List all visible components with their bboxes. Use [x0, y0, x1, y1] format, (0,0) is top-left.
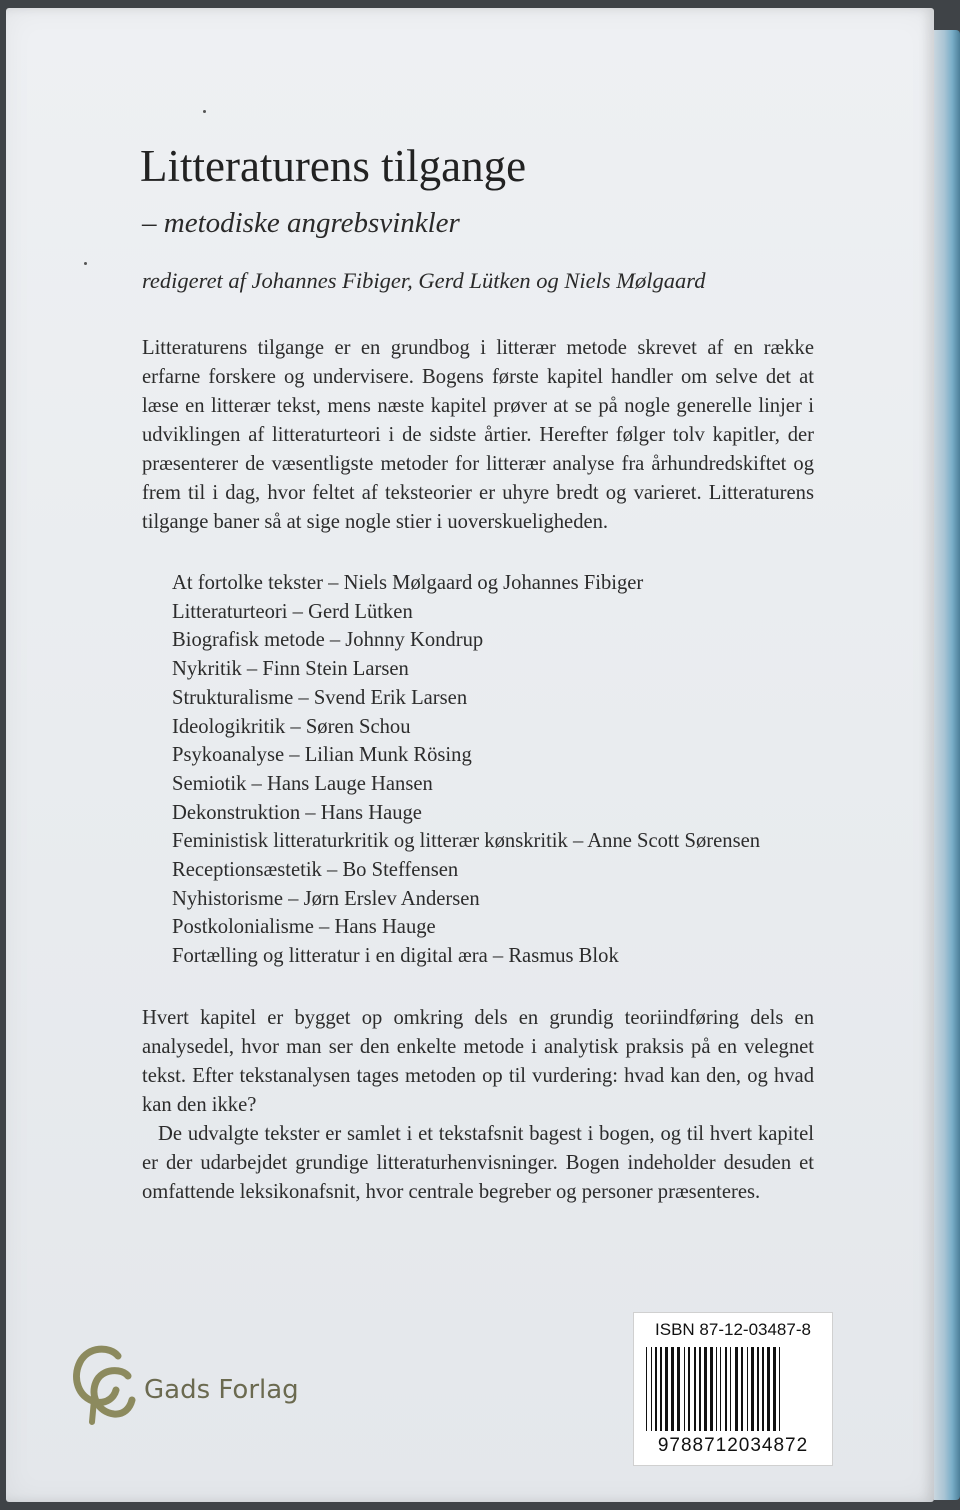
barcode — [644, 1347, 822, 1431]
barcode-bar — [699, 1347, 701, 1431]
paper-speck — [203, 110, 206, 113]
barcode-bar — [735, 1347, 738, 1431]
barcode-bar — [747, 1347, 748, 1431]
contents-item: Psykoanalyse – Lilian Munk Rösing — [172, 744, 472, 767]
barcode-bar — [720, 1347, 721, 1431]
publisher-name: Gads Forlag — [144, 1375, 299, 1405]
paper-speck — [84, 262, 87, 265]
barcode-bar — [704, 1347, 707, 1431]
book-title: Litteraturens tilgange — [140, 141, 527, 191]
contents-item: Fortælling og litteratur i en digital æra – Rasmus Blok — [172, 945, 619, 968]
gads-forlag-logo-icon — [66, 1336, 138, 1426]
book-subtitle: – metodiske angrebsvinkler — [142, 207, 460, 239]
contents-item: Nykritik – Finn Stein Larsen — [172, 658, 409, 681]
barcode-bar — [684, 1347, 685, 1431]
contents-item: Ideologikritik – Søren Schou — [172, 715, 411, 738]
barcode-bar — [688, 1347, 690, 1431]
barcode-bar — [741, 1347, 743, 1431]
barcode-bar — [762, 1347, 764, 1431]
contents-item: Postkolonialisme – Hans Hauge — [172, 916, 436, 939]
publisher-block — [66, 1336, 299, 1426]
barcode-bar — [710, 1347, 713, 1431]
barcode-bar — [646, 1347, 647, 1431]
contents-item: Biografisk metode – Johnny Kondrup — [172, 629, 484, 652]
barcode-bar — [751, 1347, 754, 1431]
contents-item: Semiotik – Hans Lauge Hansen — [172, 772, 433, 795]
ean-digits: 9788712034872 — [657, 1435, 809, 1456]
contents-item: Receptionsæstetik – Bo Steffensen — [172, 859, 459, 882]
contents-item: Nyhistorisme – Jørn Erslev Andersen — [172, 887, 480, 910]
barcode-bar — [725, 1347, 727, 1431]
barcode-bar — [677, 1347, 680, 1431]
barcode-bar — [779, 1347, 780, 1431]
barcode-bar — [773, 1347, 776, 1431]
contents-item: Dekonstruktion – Hans Hauge — [172, 801, 422, 824]
contents-item: Litteraturteori – Gerd Lütken — [172, 600, 413, 623]
barcode-bar — [671, 1347, 674, 1431]
outro-paragraph: Hvert kapitel er bygget op omkring dels en grundig teoriindføring dels en analysedel, hvor man ser den enkelte metode i analytisk praksis på en velegnet tekst. Efter tekstanalysen tages metoden op til vurdering: hvad kan den, og hvad kan den ikke? — [142, 1007, 814, 1116]
barcode-bar — [665, 1347, 668, 1431]
barcode-bar — [767, 1347, 770, 1431]
isbn-text: ISBN 87-12-03487-8 — [655, 1320, 811, 1339]
barcode-bar — [757, 1347, 759, 1431]
barcode-bar — [716, 1347, 717, 1431]
outro-paragraph: De udvalgte tekster er samlet i et tekstafsnit bagest i bogen, og til hvert kapitel er der udarbejdet grundige litteraturhenvisninger. Bogen indeholder desuden et omfattende leksikonafsnit, hvor centrale begreber og personer præsenteres. — [142, 1123, 814, 1203]
isbn-barcode-label — [633, 1312, 833, 1466]
contents-item: Strukturalisme – Svend Erik Larsen — [172, 686, 468, 709]
outro-text — [142, 1004, 814, 1207]
barcode-bar — [730, 1347, 731, 1431]
book-editors: redigeret af Johannes Fibiger, Gerd Lütken og Niels Mølgaard — [142, 268, 706, 293]
contents-item: Feministisk litteraturkritik og litterær kønskritik – Anne Scott Sørensen — [172, 830, 761, 853]
intro-paragraph: Litteraturens tilgange er en grundbog i litterær metode skrevet af en række erfarne forskere og undervisere. Bogens første kapitel handler om selve det at læse en litterær tekst, mens næste kapitel prøver at se på nogle generelle linjer i udviklingen af litteraturteori i de sidste årtier. Herefter følger tolv kapitler, der præsenterer de væsentligste metoder for litterær analyse fra århundredskiftet og frem til i dag, hvor feltet af teksteorier er uhyre bredt og varieret. Litteraturens tilgange baner så at sige nogle stier i uoverskueligheden. — [142, 337, 814, 533]
contents-item: At fortolke tekster – Niels Mølgaard og Johannes Fibiger — [172, 572, 644, 594]
barcode-bar — [660, 1347, 662, 1431]
barcode-bar — [694, 1347, 696, 1431]
book-spine-edge — [934, 30, 960, 1500]
barcode-bar — [655, 1347, 657, 1431]
barcode-bar — [651, 1347, 652, 1431]
contents-list — [172, 569, 760, 971]
